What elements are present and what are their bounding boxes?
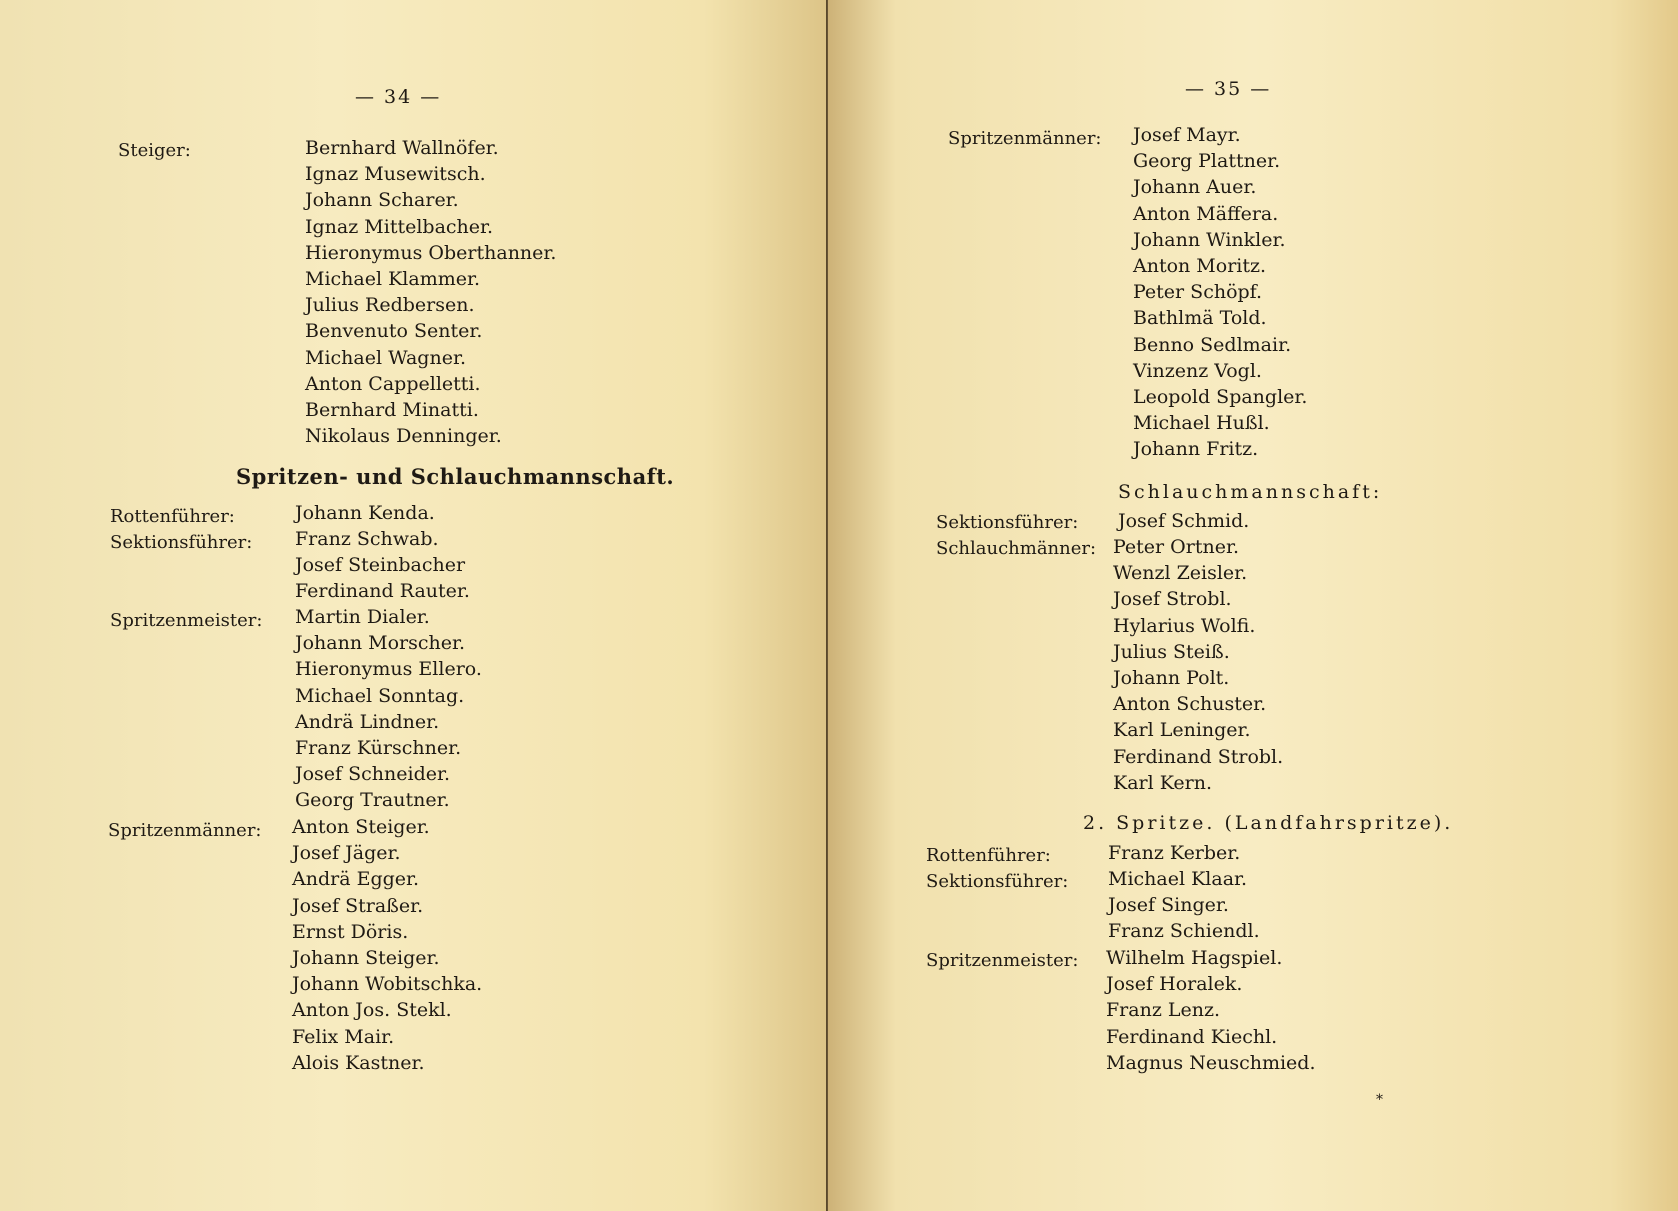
name-entry: Karl Kern. bbox=[1113, 771, 1213, 794]
name-entry: Michael Wagner. bbox=[305, 346, 466, 369]
name-entry: Josef Schneider. bbox=[295, 763, 451, 786]
name-entry: Ignaz Musewitsch. bbox=[305, 163, 486, 186]
name-entry: Johann Kenda. bbox=[295, 502, 435, 524]
name-entry: Johann Winkler. bbox=[1133, 228, 1286, 251]
name-list bbox=[1106, 945, 1315, 1076]
name-entry: Nikolaus Denninger. bbox=[305, 425, 502, 448]
name-entry: Michael Hußl. bbox=[1133, 412, 1270, 435]
name-entry: Andrä Egger. bbox=[292, 868, 420, 891]
name-entry: Franz Schwab. bbox=[295, 528, 439, 550]
name-entry: Johann Wobitschka. bbox=[292, 973, 483, 996]
name-entry: Michael Sonntag. bbox=[295, 684, 465, 707]
name-entry: Hieronymus Ellero. bbox=[295, 658, 482, 681]
section-heading: 2. Spritze. (Landfahrspritze). bbox=[1083, 812, 1454, 834]
name-entry: Johann Fritz. bbox=[1133, 438, 1259, 461]
name-entry: Vinzenz Vogl. bbox=[1133, 359, 1262, 382]
role-label: Schlauchmänner: bbox=[936, 538, 1097, 559]
name-entry: Josef Singer. bbox=[1108, 894, 1229, 917]
role-label: Steiger: bbox=[118, 140, 191, 161]
role-label: Sektionsführer: bbox=[936, 512, 1079, 533]
name-entry: Julius Redbersen. bbox=[305, 294, 475, 317]
name-entry: Ferdinand Rauter. bbox=[295, 580, 470, 603]
name-entry: Hieronymus Oberthanner. bbox=[305, 241, 557, 264]
name-entry: Johann Steiger. bbox=[292, 946, 440, 969]
name-entry: Georg Plattner. bbox=[1133, 150, 1281, 173]
role-label: Rottenführer: bbox=[926, 845, 1051, 866]
left-page bbox=[0, 0, 828, 1211]
name-list bbox=[295, 526, 470, 605]
page-number: — 35 — bbox=[1185, 78, 1272, 100]
section-heading: Spritzen- und Schlauchmannschaft. bbox=[236, 464, 675, 489]
name-entry: Michael Klammer. bbox=[305, 267, 481, 290]
name-entry: Josef Mayr. bbox=[1133, 124, 1241, 146]
name-entry: Ferdinand Kiechl. bbox=[1106, 1025, 1278, 1048]
name-list bbox=[1108, 866, 1260, 945]
role-label: Sektionsführer: bbox=[110, 532, 253, 553]
name-entry: Josef Strobl. bbox=[1113, 588, 1232, 611]
name-entry: Michael Klaar. bbox=[1108, 868, 1248, 890]
name-entry: Anton Schuster. bbox=[1113, 693, 1267, 716]
right-page bbox=[828, 0, 1678, 1211]
name-entry: Franz Lenz. bbox=[1106, 999, 1221, 1022]
name-entry: Julius Steiß. bbox=[1113, 640, 1230, 663]
name-entry: Josef Schmid. bbox=[1118, 510, 1250, 532]
name-entry: Andrä Lindner. bbox=[295, 710, 440, 733]
name-entry: Franz Kerber. bbox=[1108, 842, 1241, 864]
name-entry: Leopold Spangler. bbox=[1133, 385, 1308, 408]
name-entry: Ernst Döris. bbox=[292, 920, 409, 943]
name-entry: Karl Leninger. bbox=[1113, 719, 1251, 742]
name-entry: Alois Kastner. bbox=[292, 1051, 425, 1074]
name-entry: Josef Steinbacher bbox=[295, 554, 466, 577]
name-list bbox=[1108, 840, 1240, 866]
name-entry: Franz Schiendl. bbox=[1108, 920, 1260, 943]
name-entry: Johann Morscher. bbox=[295, 632, 466, 655]
name-entry: Josef Straßer. bbox=[292, 894, 424, 917]
name-list bbox=[292, 814, 482, 1076]
role-label: Spritzenmeister: bbox=[926, 950, 1079, 971]
name-entry: Anton Jos. Stekl. bbox=[292, 999, 452, 1022]
role-label: Spritzenmänner: bbox=[108, 820, 262, 841]
name-entry: Bernhard Wallnöfer. bbox=[305, 137, 499, 159]
name-entry: Felix Mair. bbox=[292, 1025, 395, 1048]
name-entry: Bernhard Minatti. bbox=[305, 398, 479, 421]
name-entry: Josef Horalek. bbox=[1106, 973, 1243, 996]
name-entry: Johann Scharer. bbox=[305, 189, 459, 212]
name-entry: Georg Trautner. bbox=[295, 789, 450, 812]
name-entry: Wenzl Zeisler. bbox=[1113, 562, 1248, 585]
name-entry: Wilhelm Hagspiel. bbox=[1106, 947, 1283, 969]
ink-speck: * bbox=[1376, 1092, 1383, 1108]
name-entry: Johann Polt. bbox=[1113, 666, 1230, 689]
name-entry: Benvenuto Senter. bbox=[305, 320, 483, 343]
name-entry: Peter Schöpf. bbox=[1133, 281, 1263, 304]
name-list bbox=[295, 604, 482, 814]
name-entry: Franz Kürschner. bbox=[295, 736, 462, 759]
name-entry: Josef Jäger. bbox=[292, 842, 401, 865]
name-entry: Johann Auer. bbox=[1133, 176, 1257, 199]
role-label: Spritzenmänner: bbox=[948, 128, 1102, 149]
name-list bbox=[1133, 122, 1307, 462]
name-entry: Benno Sedlmair. bbox=[1133, 333, 1292, 356]
name-entry: Anton Mäffera. bbox=[1133, 202, 1279, 225]
name-entry: Bathlmä Told. bbox=[1133, 307, 1267, 330]
page-number: — 34 — bbox=[355, 86, 442, 108]
name-entry: Ignaz Mittelbacher. bbox=[305, 215, 494, 238]
name-entry: Anton Steiger. bbox=[292, 816, 430, 838]
role-label: Rottenführer: bbox=[110, 506, 235, 527]
name-entry: Anton Cappelletti. bbox=[305, 372, 481, 395]
name-entry: Magnus Neuschmied. bbox=[1106, 1051, 1316, 1074]
role-label: Sektionsführer: bbox=[926, 871, 1069, 892]
name-list bbox=[295, 500, 435, 526]
name-entry: Ferdinand Strobl. bbox=[1113, 745, 1284, 768]
name-entry: Anton Moritz. bbox=[1133, 254, 1267, 277]
name-entry: Martin Dialer. bbox=[295, 606, 430, 628]
name-entry: Peter Ortner. bbox=[1113, 536, 1239, 558]
section-heading: Schlauchmannschaft: bbox=[1118, 481, 1383, 503]
name-entry: Hylarius Wolfi. bbox=[1113, 614, 1256, 637]
name-list bbox=[1118, 508, 1249, 534]
role-label: Spritzenmeister: bbox=[110, 610, 263, 631]
name-list bbox=[305, 135, 556, 449]
name-list bbox=[1113, 534, 1283, 796]
